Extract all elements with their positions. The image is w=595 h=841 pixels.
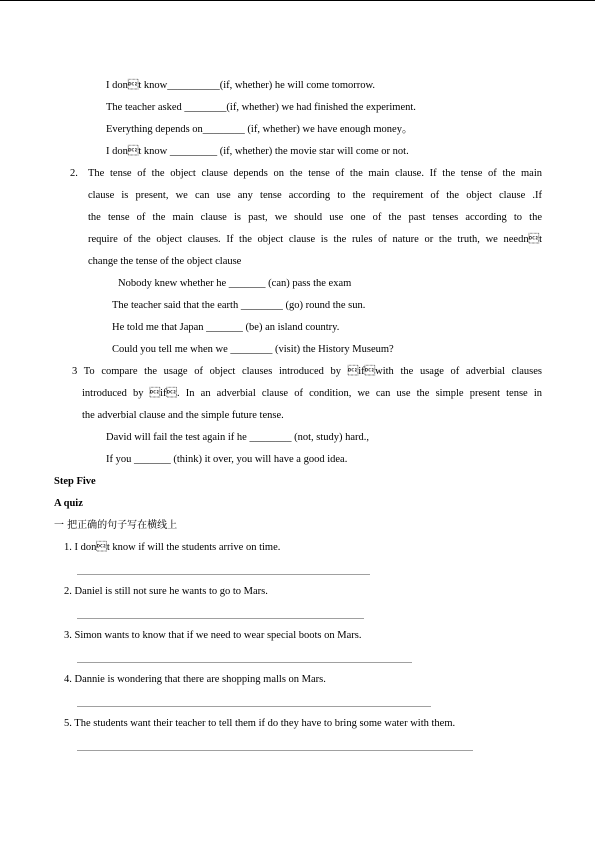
quiz-title: A quiz [54, 498, 83, 509]
point-2-text-line: The tense of the object clause depends on the tense of the main clause. If the tense of the main [88, 168, 542, 179]
quiz-item: 3. Simon wants to know that if we need to wear special boots on Mars. [64, 630, 362, 641]
example-line: He told me that Japan _______ (be) an island country. [112, 322, 340, 333]
example-line: David will fail the test again if he ________ (not, study) hard., [106, 432, 370, 443]
point-2-number: 2. [70, 168, 78, 179]
example-line: Could you tell me when we ________ (visit) the History Museum? [112, 344, 394, 355]
example-line: I dont know__________(if, whether) he will come tomorrow. [106, 80, 376, 91]
point-2-text-line: the tense of the main clause is past, we should use one of the past tenses according to the [88, 212, 542, 223]
point-3-text-line: introduced by if. In an adverbial clause of condition, we can use the simple present tense in [82, 388, 542, 399]
example-line: Nobody knew whether he _______ (can) pass the exam [118, 278, 352, 289]
example-line: If you _______ (think) it over, you will have a good idea. [106, 454, 348, 465]
answer-line[interactable] [77, 574, 370, 575]
point-2-text-line: require of the object clauses. If the object clause is the rules of nature or the truth, we neednt [88, 234, 542, 245]
quiz-item: 5. The students want their teacher to tell them if do they have to bring some water with them. [64, 718, 456, 729]
page-top-rule [0, 0, 595, 1]
example-line: The teacher asked ________(if, whether) we had finished the experiment. [106, 102, 416, 113]
quiz-item: 1. I dont know if will the students arrive on time. [64, 542, 281, 553]
point-3-text-line: 3 To compare the usage of object clauses introduced by ifwith the usage of adverbial clauses [72, 366, 542, 377]
point-3-text-line: the adverbial clause and the simple future tense. [82, 410, 284, 421]
example-line: The teacher said that the earth ________ (go) round the sun. [112, 300, 366, 311]
example-line: I dont know _________ (if, whether) the movie star will come or not. [106, 146, 409, 157]
answer-line[interactable] [77, 706, 431, 707]
example-line: Everything depends on________ (if, whether) we have enough money。 [106, 124, 413, 135]
answer-line[interactable] [77, 618, 364, 619]
answer-line[interactable] [77, 750, 473, 751]
quiz-item: 2. Daniel is still not sure he wants to go to Mars. [64, 586, 268, 597]
step-title: Step Five [54, 476, 96, 487]
section-heading: 一 把正确的句子写在横线上 [54, 520, 178, 531]
point-2-text-line: clause is present, we can use any tense according to the requirement of the object clause .If [88, 190, 542, 201]
point-2-text-line: change the tense of the object clause [88, 256, 242, 267]
quiz-item: 4. Dannie is wondering that there are shopping malls on Mars. [64, 674, 326, 685]
answer-line[interactable] [77, 662, 412, 663]
